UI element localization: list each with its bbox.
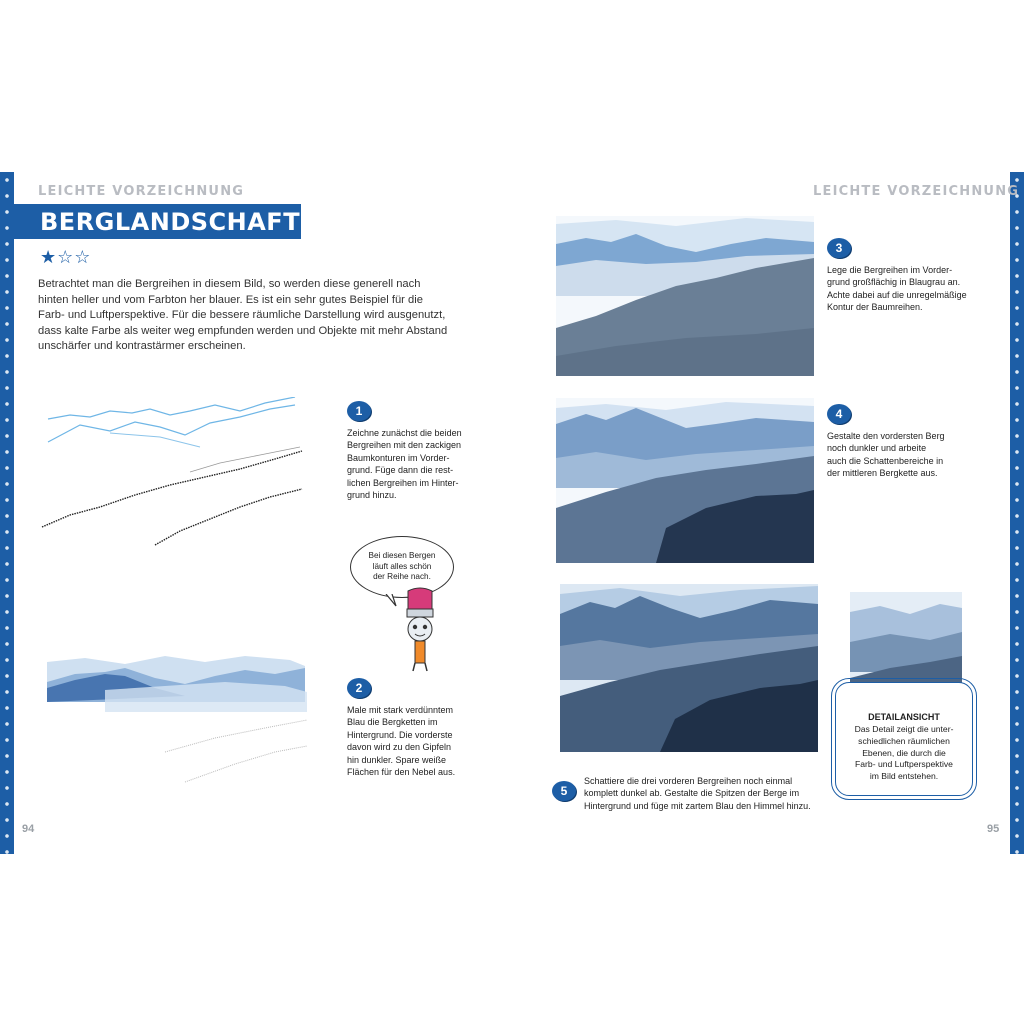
step-2-text: Male mit stark verdünntem Blau die Bergketten im Hintergrund. Die vorderste davon wird zu den Gipfeln hin dunkler. Spare weiße Flächen für den Nebel aus. xyxy=(347,705,456,778)
step-4-text: Gestalte den vordersten Berg noch dunkler und arbeite auch die Schattenbereiche in der mittleren Bergkette aus. xyxy=(827,431,945,479)
step-3-badge: 3 xyxy=(827,238,851,258)
intro-paragraph: Betrachtet man die Bergreihen in diesem Bild, so werden diese generell nach hinten heller und vom Farbton her blauer. Es ist ein sehr gutes Beispiel für die Farb- und Luftperspektive. Für die bessere räumliche Darstellung wird ausgenutzt, dass kalte Farbe als weiter weg empfunden werden und Objekte mit mehr Abstand unschärfer und kontrastärmer erscheinen. xyxy=(38,278,448,353)
detail-title: DETAILANSICHT xyxy=(868,712,940,722)
difficulty-rating: ★☆☆ xyxy=(40,247,92,267)
step-5-text: Schattiere die drei vorderen Bergreihen noch einmal komplett dunkel ab. Gestalte die Spitzen der Berge im Hintergrund und füge mit zartem Blau den Himmel hinzu. xyxy=(584,776,811,811)
step3-painting xyxy=(556,216,814,376)
running-header-left: LEICHTE VORZEICHNUNG xyxy=(38,184,245,199)
detail-text: Das Detail zeigt die unter- schiedlichen räumlichen Ebenen, die durch die Farb- und Luftperspektive im Bild entstehen. xyxy=(854,724,954,782)
step-1-badge: 1 xyxy=(347,401,371,421)
left-page-border xyxy=(0,172,14,854)
right-page-border xyxy=(1010,172,1024,854)
step1-sketch xyxy=(40,397,305,552)
speech-bubble: Bei diesen Bergen läuft alles schön der Reihe nach. xyxy=(350,536,454,598)
paintbrush-mascot-icon xyxy=(400,587,440,673)
page-number-left: 94 xyxy=(22,823,35,835)
step4-painting xyxy=(556,398,814,563)
step-2-badge: 2 xyxy=(347,678,371,698)
step-4-badge: 4 xyxy=(827,404,851,424)
step-1-text: Zeichne zunächst die beiden Bergreihen mit den zackigen Baumkonturen im Vorder- grund. Füge dann die rest- lichen Bergreihen im Hinter- grund hinzu. xyxy=(347,428,462,501)
step-5-badge: 5 xyxy=(552,781,576,801)
page-number-right: 95 xyxy=(987,823,1000,835)
running-header-right: LEICHTE VORZEICHNUNG xyxy=(813,184,1020,199)
speech-bubble-tail xyxy=(384,594,398,608)
page-title: BERGLANDSCHAFT xyxy=(40,208,301,236)
step5-painting xyxy=(560,584,818,752)
step-3-text: Lege die Bergreihen im Vorder- grund großflächig in Blaugrau an. Achte dabei auf die unregelmäßige Kontur der Baumreihen. xyxy=(827,265,967,313)
book-spread xyxy=(0,172,1024,854)
step2-painting xyxy=(45,652,307,792)
